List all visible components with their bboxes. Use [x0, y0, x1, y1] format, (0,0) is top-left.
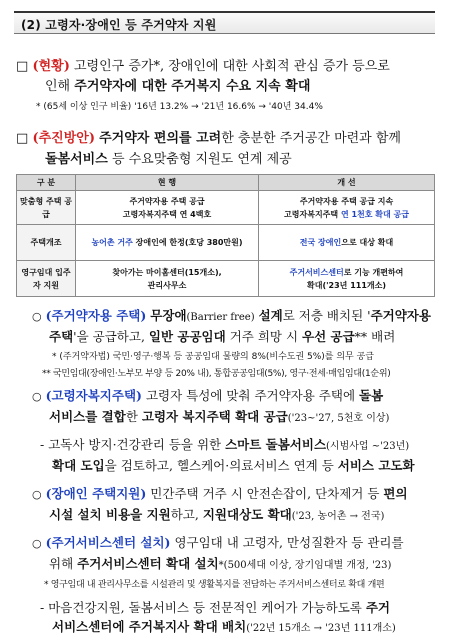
table-cell: 맞춤형 주택 공급 [17, 191, 76, 225]
item-disabled-housing-line2: 시설 설치 비용을 지원하고, 지원대상도 확대('23, 농어촌 → 전국) [49, 507, 385, 522]
care-worker-line1: - 마음건강지원, 돌봄서비스 등 전문적인 케어가 가능하도록 주거 [40, 600, 391, 615]
item-service-center-line2: 위해 주거서비스센터 확대 설치*(500세대 이상, 장기임대별 개정, '23) [49, 556, 392, 571]
status-paragraph-line2: 인해 주거약자에 대한 주거복지 수요 지속 확대 [45, 79, 311, 94]
table-row [17, 191, 435, 225]
plan-paragraph-line2: 돌봄서비스 등 수요맞춤형 지원도 연계 제공 [45, 152, 292, 167]
plan-paragraph-line1: □ (추진방안) 주거약자 편의를 고려한 충분한 주거공간 마련과 함께 [16, 131, 401, 146]
dash-bullet: - [40, 437, 45, 452]
table-cell: 주거서비스센터로 기능 개편하여 확대('23년 111개소) [259, 261, 435, 297]
dash-bullet: - [40, 600, 45, 615]
care-worker-line2: 서비스센터에 주거복지사 확대 배치('22년 15개소 → '23년 111개소) [52, 619, 396, 634]
footnote: * 영구임대 내 관리사무소를 시설관리 및 생활복지를 전담하는 주거서비스센터로 확대 개편 [44, 580, 385, 590]
table-header: 구 분 [17, 175, 76, 191]
table-cell: 농어촌 거주 장애인에 한정(호당 380만원) [76, 225, 259, 261]
footnote: ** 국민임대(장애인·노부모 부양 등 20% 내), 통합공공임대(5%), 영구·전세·매입임대(1순위) [42, 369, 391, 379]
smart-care-line2: 확대 도입을 검토하고, 헬스케어·의료서비스 연계 등 서비스 고도화 [52, 458, 415, 473]
circle-bullet-icon: ○ [32, 310, 42, 323]
comparison-table [16, 174, 435, 297]
smart-care-line1: - 고독사 방지·건강관리 등을 위한 스마트 돌봄서비스(시범사업 ~'23년) [40, 437, 410, 452]
table-row [17, 261, 435, 297]
item-accessible-housing-line2: 주택'을 공급하고, 일반 공공임대 거주 희망 시 우선 공급** 배려 [49, 329, 396, 344]
item-accessible-housing-line1: ○ (주거약자용 주택) 무장애(Barrier free) 설계로 저층 배치된 '주거약자용 [32, 308, 431, 323]
table-cell: 전국 장애인으로 대상 확대 [259, 225, 435, 261]
status-tag: (현황) [32, 59, 70, 74]
status-text-1: 고령인구 증가*, 장애인에 대한 사회적 관심 증가 등으로 [74, 59, 390, 74]
section-title: (2) 고령자·장애인 등 주거약자 지원 [21, 18, 217, 32]
item-tag: (주거약자용 주택) [45, 308, 147, 323]
item-tag: (고령자복지주택) [45, 388, 142, 403]
circle-bullet-icon: ○ [32, 488, 42, 501]
table-row [17, 225, 435, 261]
circle-bullet-icon: ○ [32, 537, 42, 550]
table-header-row [17, 175, 435, 191]
section-header [14, 11, 435, 34]
circle-bullet-icon: ○ [32, 390, 42, 403]
table-header: 현 행 [76, 175, 259, 191]
status-emphasis: 주거약자에 대한 주거복지 수요 지속 확대 [74, 79, 311, 94]
status-footnote: * (65세 이상 인구 비율) '16년 13.2% → '21년 16.6% → '40년 34.4% [36, 102, 323, 112]
status-paragraph-line1 [16, 55, 390, 74]
square-bullet-icon: □ [16, 59, 29, 74]
table-cell: 찾아가는 마이홈센터(15개소), 관리사무소 [76, 261, 259, 297]
item-tag: (주거서비스센터 설치) [45, 535, 171, 550]
item-senior-housing-line2: 서비스를 결합한 고령자 복지주택 확대 공급('23~'27, 5천호 이상) [49, 409, 390, 424]
item-service-center-line1: ○ (주거서비스센터 설치) 영구임대 내 고령자, 만성질환자 등 관리를 [32, 535, 404, 550]
item-tag: (장애인 주택지원) [45, 486, 147, 501]
item-senior-housing-line1: ○ (고령자복지주택) 고령자 특성에 맞춰 주거약자용 주택에 돌봄 [32, 388, 384, 403]
table-header: 개 선 [259, 175, 435, 191]
item-disabled-housing-line1: ○ (장애인 주택지원) 민간주택 거주 시 안전손잡이, 단차제거 등 편의 [32, 486, 408, 501]
table-cell: 주택개조 [17, 225, 76, 261]
footnote: * (주거약자법) 국민·영구·행복 등 공공임대 물량의 8%(비수도권 5%)를 의무 공급 [52, 352, 375, 362]
plan-tag: (추진방안) [32, 131, 95, 146]
square-bullet-icon: □ [16, 131, 29, 146]
table-cell: 주거약자용 주택 공급 고령자복지주택 연 4백호 [76, 191, 259, 225]
table-cell: 주거약자용 주택 공급 지속 고령자복지주택 연 1천호 확대 공급 [259, 191, 435, 225]
table-cell: 영구임대 입주자 지원 [17, 261, 76, 297]
